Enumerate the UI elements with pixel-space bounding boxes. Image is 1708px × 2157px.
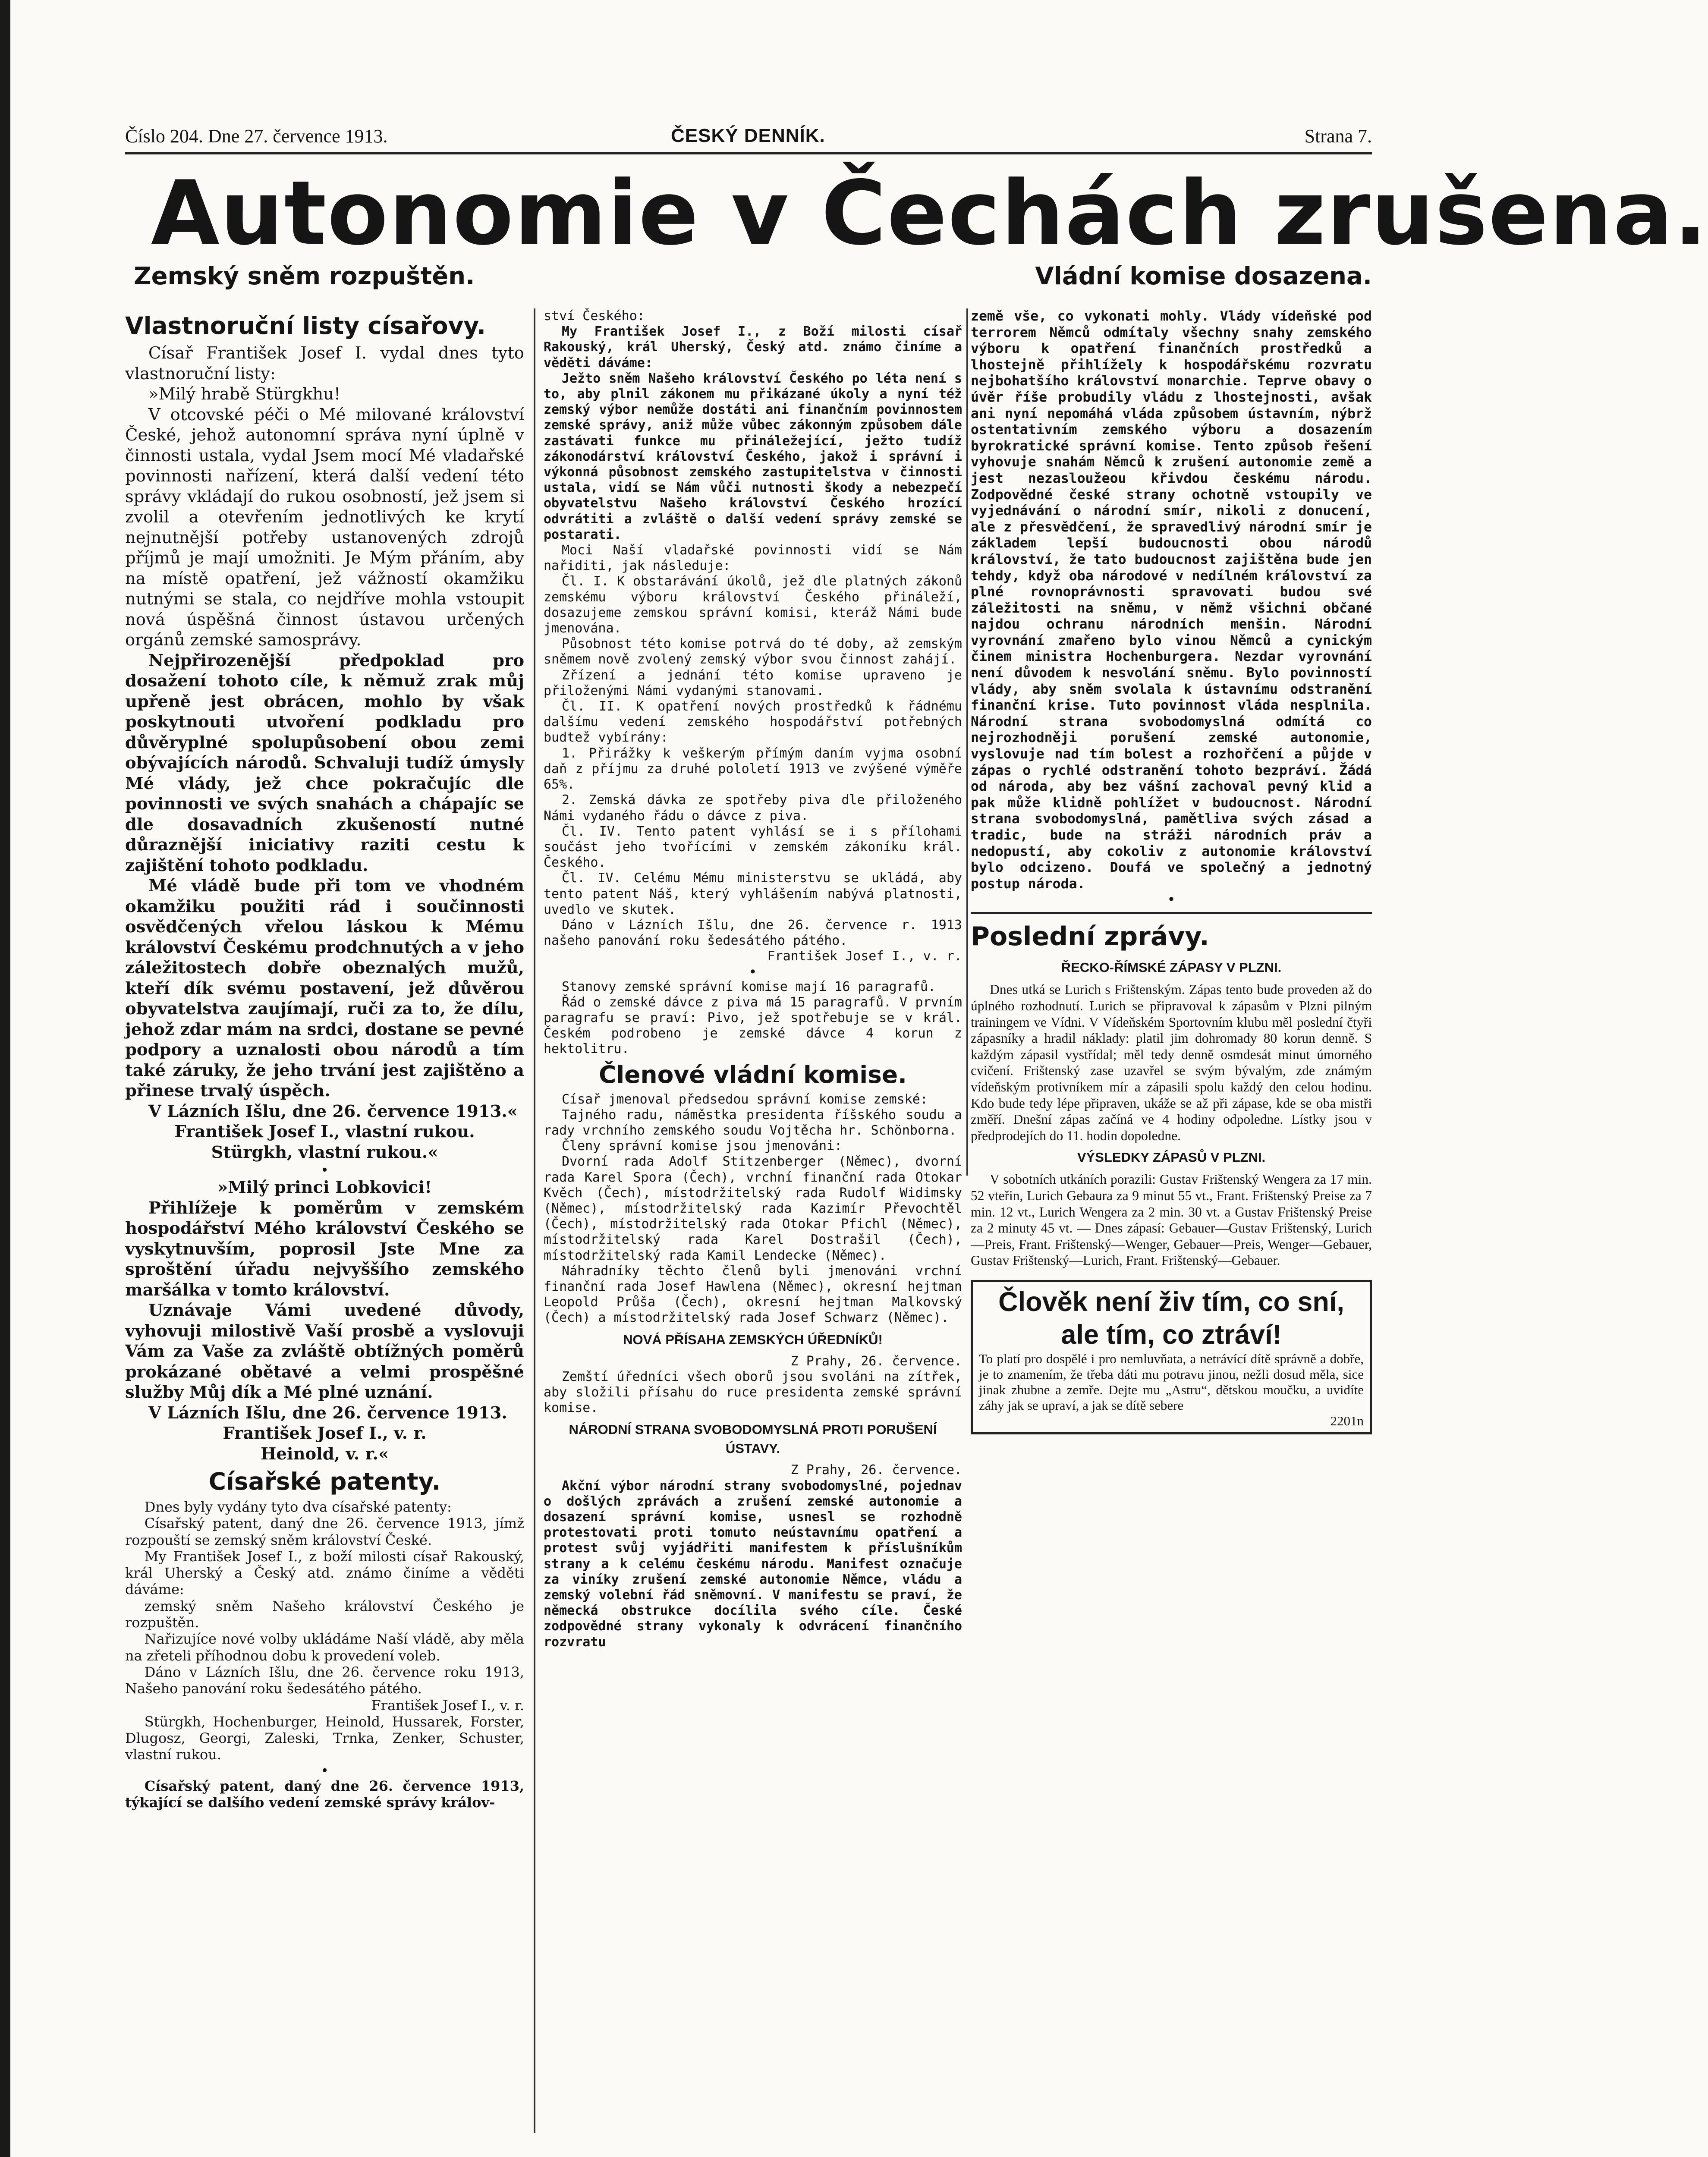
paragraph: 1. Přirážky k veškerým přímým daním vyjma osobní daň z příjmu za druhé pololetí 1913 ve zvýšené výměře 65%.: [544, 745, 962, 792]
dateline: Z Prahy, 26. července.: [790, 1462, 962, 1478]
paragraph: My František Josef I., z Boží milosti císař Rakouský, král Uherský, Český atd. známo činíme a věděti dáváme:: [544, 324, 962, 371]
paragraph: Členy správní komise jsou jmenováni:: [562, 1138, 843, 1154]
page-header: [125, 122, 1372, 154]
paragraph: Zřízení a jednání této komise upraveno je přiloženými Námi vydanými stanovami.: [544, 667, 962, 698]
ad-headline: Člověk není živ tím, co sní, ale tím, co ztráví!: [998, 1286, 1344, 1350]
section-title: Císařské patenty.: [208, 1468, 441, 1495]
page-edge: [0, 0, 10, 2157]
paragraph: Stürgkh, Hochenburger, Heinold, Hussarek, Forster, Dlugosz, Georgi, Zaleski, Trnka, Zenker, Schuster, vlastní rukou.: [125, 1713, 524, 1763]
separator-bullet: •: [749, 963, 757, 980]
paragraph: Dáno v Lázních Išlu, dne 26. července r. 1913 našeho panování roku šedesátého pátého.: [544, 917, 962, 949]
headline: Autonomie v Čechách zrušena.: [151, 162, 1708, 265]
section-title: Členové vládní komise.: [598, 1060, 907, 1088]
signature: František Josef I., v. r.: [223, 1424, 427, 1443]
column-1: [125, 308, 524, 2138]
paragraph: Mé vládě bude při tom ve vhodném okamžiku použiti rád i součinnosti osvědčených vřelou láskou k Mému království Českému prodchnutých a v jeho záležitostech dobře obeznalých mužů, kteří dík svému postavení, jež důvěrou obyvatelstva zaujímají, ruči za to, že dílu, jehož zdar mám na srdci, dostane se pevné podpory a uznalosti obou národů a tím také záruky, že jeho trvání jest zajištěno a přinese trvalý úspěch.: [125, 876, 524, 1101]
paragraph: My František Josef I., z boží milosti císař Rakouský, král Uherský a Český atd. známo činíme a věděti dáváme:: [125, 1548, 524, 1598]
subhead-left: Zemský sněm rozpuštěn.: [134, 262, 475, 290]
paragraph: Zemští úředníci všech oborů jsou svoláni na zítřek, aby složili přísahu do ruce presidenta zemské správní komise.: [544, 1369, 962, 1416]
ad-code: 2201n: [1330, 1413, 1364, 1428]
section-title: ŘECKO-ŘÍMSKÉ ZÁPASY V PLZNI.: [1061, 960, 1282, 975]
paragraph: Přihlížeje k poměrům v zemském hospodářství Mého království Českého se vyskytnuvším, poprosil Jste Mne za sproštění úřadu nejvyššího zemského maršálka v tomto království.: [125, 1198, 524, 1300]
paragraph: Císař František Josef I. vydal dnes tyto vlastnoruční listy:: [125, 343, 524, 384]
section-title: NÁRODNÍ STRANA SVOBODOMYSLNÁ PROTI PORUŠENÍ ÚSTAVY.: [569, 1422, 937, 1456]
salutation: »Milý hrabě Stürgkhu!: [148, 384, 341, 404]
paragraph: Řád o zemské dávce z piva má 15 paragrafů. V prvním paragrafu se praví: Pivo, jež spotřebuje se v král. Českém podrobeno je zemské dávce 4 korun z hektolitru.: [544, 994, 962, 1057]
section-title: Vlastnoruční listy císařovy.: [125, 312, 486, 340]
section-title: VÝSLEDKY ZÁPASŮ V PLZNI.: [1077, 1150, 1266, 1165]
section-title: NOVÁ PŘÍSAHA ZEMSKÝCH ÚŘEDNÍKŮ!: [623, 1332, 883, 1347]
separator-bullet: •: [321, 1762, 329, 1779]
column-rule: [966, 308, 968, 1176]
paragraph: Čl. IV. Celému Mému ministerstvu se ukládá, aby tento patent Náš, který vyhlášením nabývá platnosti, uvedlo ve skutek.: [544, 871, 962, 917]
paragraph: Nejpřirozenější předpoklad pro dosažení tohoto cíle, k němuž zrak můj upřeně jest obrácen, mohlo by však poskytnouti utvoření podkladu pro důvěryplné spolupůsobení obou zemi obývajících národů. Schvaluji tudíž úmysly Mé vlády, jež chce pokračujíc dle povinnosti ve svých snahách a chápajíc se dle dosavadních zkušeností nutné důraznější iniciativy raziti cestu k zajištění tohoto podkladu.: [125, 651, 524, 875]
paragraph: zemský sněm Našeho království Českého je rozpuštěn.: [125, 1597, 524, 1631]
paragraph: Nařizujíce nové volby ukládáme Naší vládě, aby měla na zřeteli příhodnou dobu k provedení voleb.: [125, 1631, 524, 1664]
dateline: Z Prahy, 26. července.: [790, 1353, 962, 1369]
ad-text: To platí pro dospělé i pro nemluvňata, a netrávící dítě správně a dobře, je to znamením, že třeba dáti mu potravu jinou, nežli dosud měla, sice jinak zhubne a zemře. Dejte mu „Astru“, dětskou moučku, a uvidíte záhy jak se upraví, a jak se dítě sebere: [979, 1351, 1364, 1413]
signature: Heinold, v. r.«: [260, 1444, 389, 1464]
signature: František Josef I., v. r.: [767, 949, 962, 964]
paragraph: Ježto sněm Našeho království Českého po léta není s to, aby plnil zákonem mu přikázané úkoly a nyní též zemský výbor nemůže dostáti ani finančním povinnostem zemské správy, aniž může vůbec zákonným způsobem dále zastávati funkce mu přináležející, ježto tudíž zákonodárství království Českého, jakož i správní i výkonná působnost zemského zastupitelstva v činnosti ustala, vidí se Nám vůči nutnosti škody a nebezpečí obyvatelstvu Našeho království Českého hrozící odvrátiti a zvláště o další vedení správy zemské se postarati.: [544, 371, 962, 542]
dateline: V Lázních Išlu, dne 26. července 1913.«: [148, 1101, 518, 1121]
paragraph: V sobotních utkáních porazili: Gustav Frištenský Wengera za 17 min. 52 vteřin, Lurich Gebaura za 9 minut 55 vt., Frant. Frištenský Preise za 7 min. 12 vt., Lurich Wengera za 2 min. 30 vt. a Gustav Frištenský Preise za 2 minuty 45 vt. — Dnes zápasí: Gebauer—Gustav Frištenský, Lurich—Preis, Frant. Frištenský—Wenger, Gebauer—Preis, Wenger—Gebauer, Gustav Frištenský—Lurich, Frant. Frištenský—Gebauer.: [971, 1172, 1372, 1268]
paragraph: Působnost této komise potrvá do té doby, až zemským sněmem nově zvolený zemský výbor svou činnost zahájí.: [544, 636, 962, 667]
masthead: ČESKÝ DENNÍK.: [671, 125, 825, 146]
paragraph: ství Českého:: [544, 308, 645, 324]
salutation: »Milý princi Lobkovici!: [217, 1178, 432, 1197]
paragraph: Císařský patent, daný dne 26. července 1913, jímž rozpouští se zemský sněm království České.: [125, 1515, 524, 1548]
paragraph: Čl. IV. Tento patent vyhlásí se i s přílohami součást jeho tvořícími v zemském zákoníku král. Českého.: [544, 824, 962, 871]
separator-bullet: •: [321, 1162, 329, 1178]
column-3: [971, 308, 1372, 2138]
paragraph: Tajného radu, náměstka presidenta říšského soudu a rady vrchního zemského soudu Vojtěcha hr. Schönborna.: [544, 1107, 962, 1138]
signature: Stürgkh, vlastní rukou.«: [211, 1142, 438, 1162]
subhead-right: Vládní komise dosazena.: [1035, 262, 1372, 290]
separator-bullet: •: [1167, 891, 1176, 908]
paragraph: Stanovy zemské správní komise mají 16 paragrafů.: [562, 979, 936, 994]
signature: František Josef I., v. r.: [371, 1697, 524, 1714]
signature: František Josef I., vlastní rukou.: [174, 1122, 475, 1141]
issue-date: Číslo 204. Dne 27. července 1913.: [125, 126, 388, 147]
dateline: V Lázních Išlu, dne 26. července 1913.: [148, 1403, 507, 1423]
advertisement: [971, 1280, 1372, 1434]
paragraph: Akční výbor národní strany svobodomyslné, pojednav o došlých zprávách a zrušení zemské autonomie a dosazení správní komise, usnesl se rozhodně protestovati proti tomuto neústavnímu opatření a protest svůj vyjádřiti manifestem k příslušníkům strany a k celému českému národu. Manifest označuje za viníky zrušení zemské autonomie Němce, vládu a zemský volební řád sněmovní. V manifestu se praví, že německá obstrukce docílila svého cíle. České zodpovědné strany vykonaly k odvrácení finančního rozvratu: [544, 1478, 962, 1650]
paragraph: Dvorní rada Adolf Stitzenberger (Němec), dvorní rada Karel Spora (Čech), vrchní finanční rada Otokar Kvěch (Čech), místodržitelský rada Rudolf Widimsky (Němec), místodržitelský rada Kazimír Převochtěl (Čech), místodržitelský rada Otokar Pfichl (Němec), místodržitelský rada Karel Dostrašil (Čech), místodržitelský rada Kamil Lendecke (Němec).: [544, 1154, 962, 1263]
paragraph: Čl. I. K obstarávání úkolů, jež dle platných zákonů zemskému výboru království Českého přináleží, dosazujeme zemskou správní komisi, kteráž Námi bude jmenována.: [544, 574, 962, 636]
section-title: Poslední zprávy.: [971, 921, 1209, 952]
paragraph: Moci Naší vladařské povinnosti vidí se Nám nařiditi, jak následuje:: [544, 543, 962, 574]
paragraph: V otcovské péči o Mé milované království České, jehož autonomní správa nyní úplně v činnosti ustala, vydal Jsem mocí Mé vladařské povinnosti nařízení, která další vedení této správy vkládají do rukou osobností, jež jsem si zvolil a otevřením jednotlivých ke krytí nejnutnější potřeby ustanovených zdrojů příjmů je mají umožniti. Je Mým přáním, aby na místě opatření, jež vážností okamžiku nutnými se stala, co nejdříve mohla vstoupit nová úspěšná činnost ústavou určených orgánů zemské samosprávy.: [125, 405, 524, 650]
paragraph: Dnes byly vydány tyto dva císařské patenty:: [144, 1499, 452, 1515]
paragraph: Císařský patent, daný dne 26. července 1913, týkající se dalšího vedení zemské správy králov-: [125, 1777, 524, 1811]
paragraph: Uznávaje Vámi uvedené důvody, vyhovuji milostivě Vaší prosbě a vyslovuji Vám za Vaše za zvláště obtížných poměrů prokázané obětavé a velmi prospěšné služby Můj dík a Mé plné uznání.: [125, 1301, 524, 1402]
paragraph: 2. Zemská dávka ze spotřeby piva dle přiloženého Námi vydaného řádu o dávce z piva.: [544, 792, 962, 824]
paragraph: Císař jmenoval předsedou správní komise zemské:: [562, 1091, 928, 1107]
divider: [971, 912, 1372, 914]
paragraph: Čl. II. K opatření nových prostředků k řádnému dalšímu vedení zemského hospodářství potřebných budtež vybírány:: [544, 699, 962, 745]
paragraph: země vše, co vykonati mohly. Vlády vídeňské pod terrorem Němců odmítaly všechny snahy zemského výboru k opatření finančních prostředků a lhostejně přihlížely k hospodářskému rozvratu nejbohatšího království monarchie. Teprve obavy o úvěr říše probudily vládu z lhostejnosti, avšak ani nyní nepomáhá vláda způsobem ústavním, nýbrž ostentativním zemského výboru a dosazením byrokratické správní komise. Tento způsob řešení vyhovuje snahám Němců k zrušení autonomie země a jest nezasloužeou křivdou českému národu. Zodpovědné české strany ochotně vstoupily ve vyjednávání o národní smír, nikoli z donucení, ale z přesvědčení, že spravedlivý národní smír je základem lepší budoucnosti obou národů království, že tato budoucnost zajištěna bude jen tehdy, když oba národové v nedílném království za plné rovnoprávnosti spravovati budou své záležitosti na sněmu, v němž všichni občané najdou ochranu národních menšin. Národní vyrovnání zmařeno bylo vinou Němců a cynickým činem ministra Hochenburgera. Nezdar vyrovnání není důvodem k nesvolání sněmu. Bylo povinností vlády, aby sněm svolala k ústavnímu odstranění finanční krise. Tuto povinnost vláda nesplnila. Národní strana svobodomyslná odmítá co nejrozhodněji porušení zemské autonomie, vyslovuje nad tím bolest a rozhořčení a půjde v zápas o rychlé odstranění tohoto bezpráví. Žádá od národa, aby bez vášní zachoval pevný klid a pak může klidně pohlížet v budoucnost. Národní strana svobodomyslná, pamětliva svých zásad a tradic, bude na stráži národních práv a nedopustí, aby cokoliv z autonomie království bylo odcizeno. Doufá ve společný a jednotný postup národa.: [971, 308, 1372, 892]
paragraph: Dnes utká se Lurich s Frištenským. Zápas tento bude proveden až do úplného rozhodnutí. Lurich se připravoval k zápasům v Plzni pilným trainingem ve Vídni. V Vídeňském Sportovním klubu měl poslední čtyři zápasníky a hradil náklady: platil jim dohromady 80 korun denně. S každým zápasil vystřídal; měl tedy denně osmdesát minut úmorného cvičení. Frištenský zase uzavřel se svým bývalým, zde známým vídeňským protivníkem mír a zápasili spolu každý den celou hodinu. Kdo bude tedy lépe připraven, ukáže se až při zápase, kde se oba mistři změří. Dnešní zápas začíná ve 4 hodiny odpoledne. Lístky jsou v předprodejích do 11. hodin dopoledne.: [971, 982, 1372, 1143]
paragraph: Dáno v Lázních Išlu, dne 26. července roku 1913, Našeho panování roku šedesátého pátého.: [125, 1663, 524, 1697]
paragraph: Náhradníky těchto členů byli jmenováni vrchní finanční rada Josef Hawlena (Němec), okresní hejtman Leopold Průša (Čech), okresní hejtman Malkovský (Čech) a místodržitelský rada Josef Schwarz (Němec).: [544, 1263, 962, 1326]
column-2: [544, 308, 962, 2138]
page-number: Strana 7.: [1304, 126, 1372, 147]
column-rule: [534, 308, 535, 2133]
